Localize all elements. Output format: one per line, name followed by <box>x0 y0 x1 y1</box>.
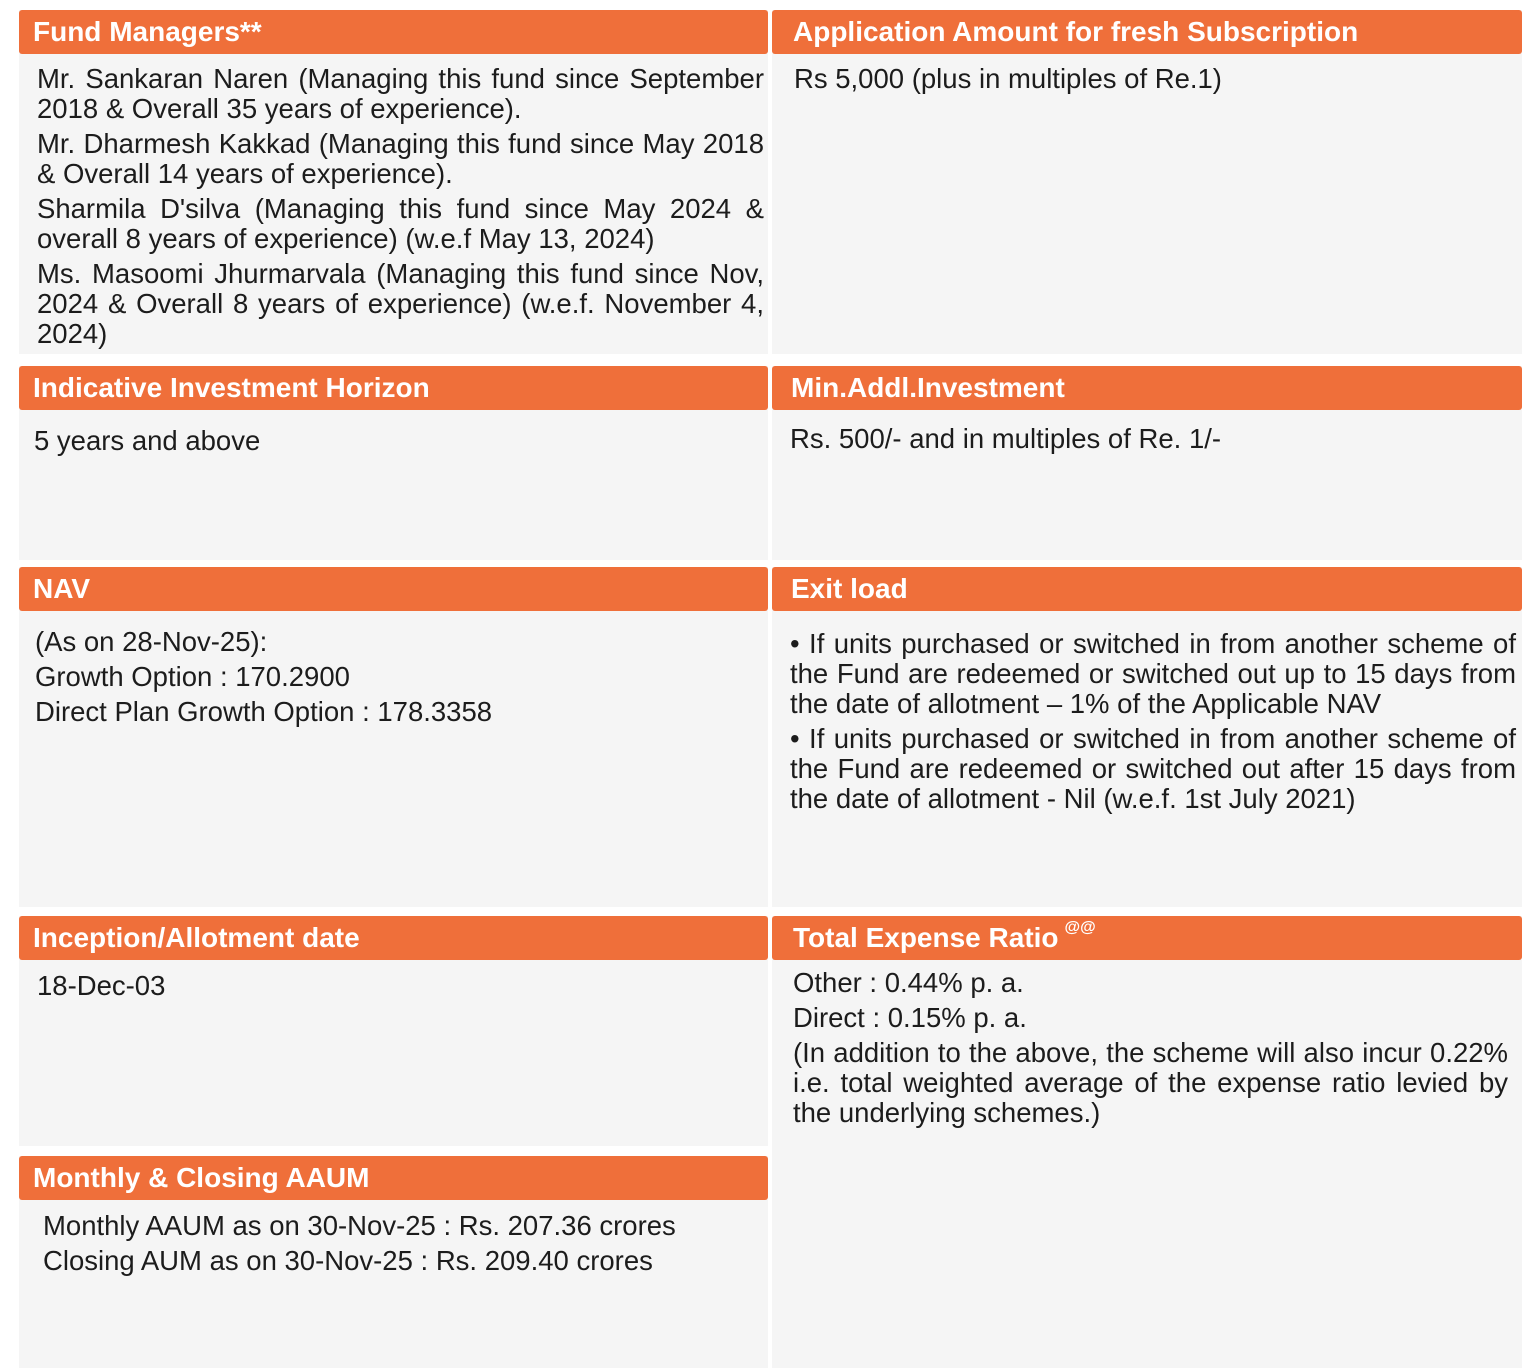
investment-horizon-header: Indicative Investment Horizon <box>19 366 768 410</box>
fund-manager-item: Sharmila D'silva (Managing this fund since May 2024 & overall 8 years of experience) (w.e.f May 13, 2024) <box>37 193 764 254</box>
application-amount-card <box>772 10 1522 354</box>
fund-manager-item: Mr. Sankaran Naren (Managing this fund since September 2018 & Overall 35 years of experience). <box>37 63 764 124</box>
aaum-header: Monthly & Closing AAUM <box>19 1156 768 1200</box>
application-amount-value: Rs 5,000 (plus in multiples of Re.1) <box>794 63 1222 94</box>
fund-managers-card <box>19 10 768 354</box>
inception-card <box>19 916 768 1146</box>
expense-ratio-sup: @@ <box>1064 919 1096 936</box>
investment-horizon-body <box>34 426 762 461</box>
min-addl-investment-card <box>772 366 1522 560</box>
investment-horizon-value: 5 years and above <box>34 425 261 456</box>
fund-managers-header: Fund Managers** <box>19 10 768 54</box>
aaum-card <box>19 1156 768 1368</box>
investment-horizon-card <box>19 366 768 560</box>
nav-card <box>19 567 768 907</box>
min-addl-investment-body <box>790 424 1516 459</box>
expense-ratio-other: Other : 0.44% p. a. <box>793 967 1024 998</box>
exit-load-bullet: • If units purchased or switched in from another scheme of the Fund are redeemed or switched out up to 15 days from the date of allotment – 1% of the Applicable NAV <box>790 628 1516 719</box>
fund-manager-item: Mr. Dharmesh Kakkad (Managing this fund since May 2018 & Overall 14 years of experience). <box>37 128 764 189</box>
exit-load-bullet: • If units purchased or switched in from another scheme of the Fund are redeemed or switched out after 15 days from the date of allotment - Nil (w.e.f. 1st July 2021) <box>790 723 1516 814</box>
expense-ratio-card <box>772 916 1522 1368</box>
exit-load-header: Exit load <box>772 567 1522 611</box>
application-amount-body <box>794 64 1516 99</box>
nav-header: NAV <box>19 567 768 611</box>
expense-ratio-direct: Direct : 0.15% p. a. <box>793 1002 1027 1033</box>
exit-load-body <box>790 629 1516 819</box>
expense-ratio-body <box>793 968 1508 1133</box>
inception-date-value: 18-Dec-03 <box>37 970 166 1001</box>
min-addl-investment-header: Min.Addl.Investment <box>772 366 1522 410</box>
expense-ratio-header <box>772 916 1522 960</box>
nav-body <box>35 627 762 732</box>
application-amount-header: Application Amount for fresh Subscription <box>772 10 1522 54</box>
fund-manager-item: Ms. Masoomi Jhurmarvala (Managing this fund since Nov, 2024 & Overall 8 years of experience) (w.e.f. November 4, 2024) <box>37 258 764 349</box>
expense-ratio-title: Total Expense Ratio <box>793 922 1059 953</box>
aaum-body <box>43 1211 762 1281</box>
nav-as-on-date: (As on 28-Nov-25): <box>35 626 268 657</box>
nav-growth-option: Growth Option : 170.2900 <box>35 661 350 692</box>
nav-direct-growth-option: Direct Plan Growth Option : 178.3358 <box>35 696 493 727</box>
min-addl-investment-value: Rs. 500/- and in multiples of Re. 1/- <box>790 423 1222 454</box>
inception-body <box>37 971 762 1006</box>
aaum-monthly: Monthly AAUM as on 30-Nov-25 : Rs. 207.36 crores <box>43 1210 676 1241</box>
exit-load-card <box>772 567 1522 907</box>
inception-header: Inception/Allotment date <box>19 916 768 960</box>
expense-ratio-note: (In addition to the above, the scheme will also incur 0.22% i.e. total weighted average of the expense ratio levied by the underlying schemes.) <box>793 1037 1508 1128</box>
fund-managers-list <box>37 64 764 354</box>
aaum-closing: Closing AUM as on 30-Nov-25 : Rs. 209.40 crores <box>43 1245 653 1276</box>
